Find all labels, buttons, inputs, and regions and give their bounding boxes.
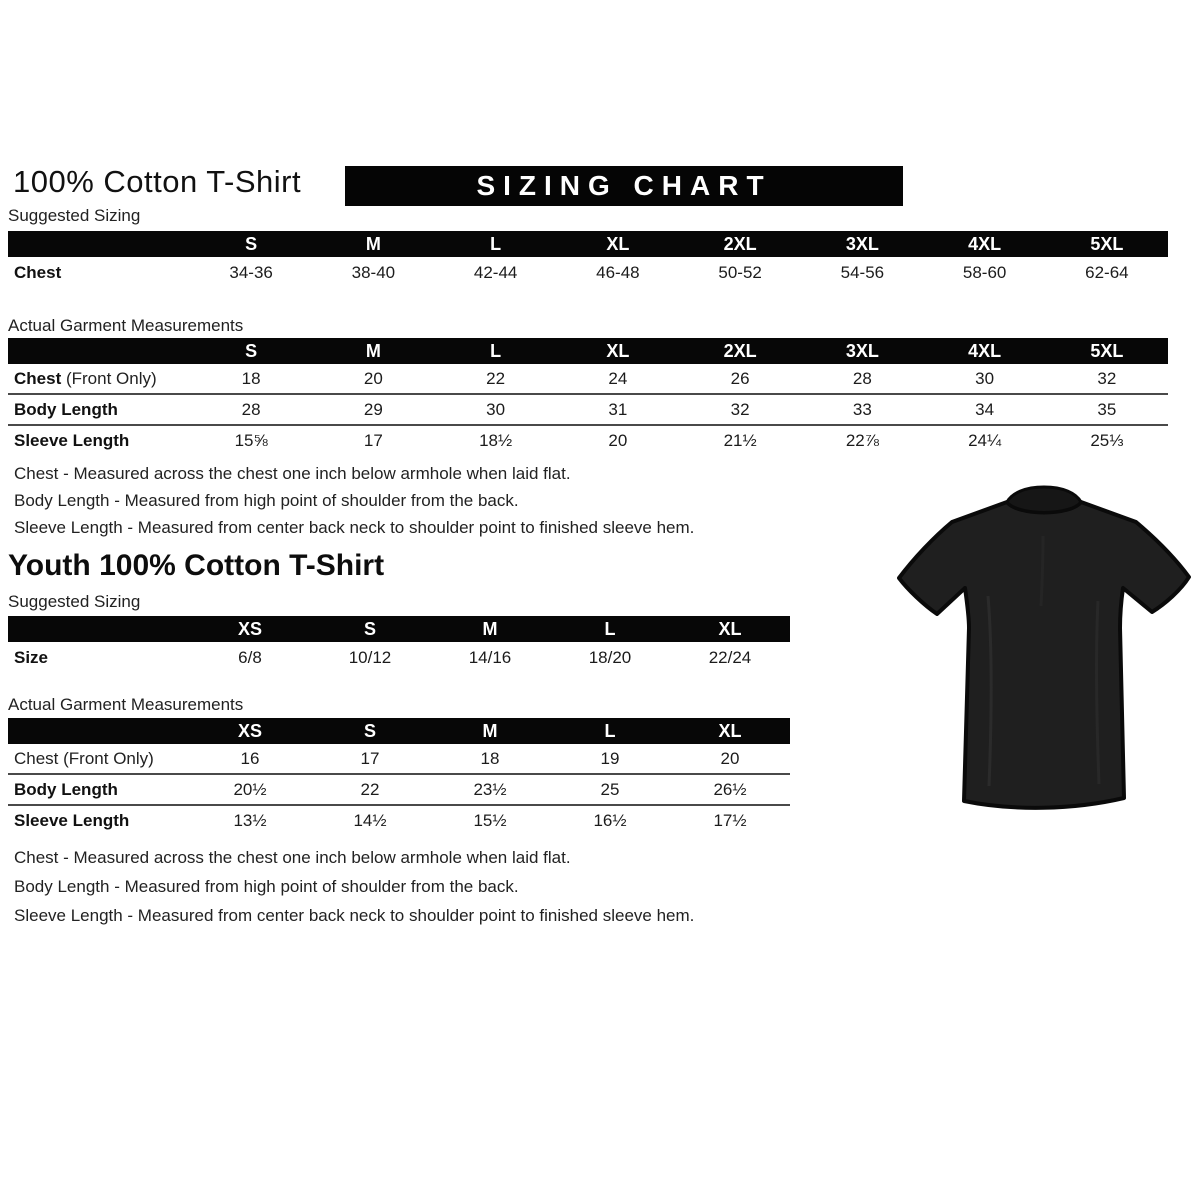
value-cell: 38-40	[351, 263, 396, 282]
value-cell: 17	[363, 430, 383, 450]
row-label: Chest (Front Only)	[14, 748, 154, 768]
row-label: Body Length	[14, 399, 118, 419]
value-cell: 25	[600, 779, 620, 799]
value-cell: 28	[852, 368, 872, 388]
value-cell: 20	[608, 430, 628, 450]
value-cell: 62-64	[1085, 263, 1129, 282]
row-label-main: Chest	[14, 368, 62, 388]
size-col-header: M	[365, 340, 381, 361]
size-col-header: XL	[606, 233, 630, 254]
size-col-header: XS	[237, 618, 262, 639]
size-col-header: XL	[606, 340, 630, 361]
value-cell: 58-60	[962, 263, 1007, 282]
youth-suggested-sizing-label: Suggested Sizing	[8, 592, 141, 611]
adult-suggested-sizing-label: Suggested Sizing	[8, 206, 141, 225]
value-cell: 22	[486, 368, 506, 388]
row-label	[8, 369, 190, 389]
size-col-header: 2XL	[723, 233, 757, 254]
value-cell: 26	[730, 368, 750, 388]
value-cell: 17½	[713, 810, 747, 830]
value-cell: 14/16	[468, 648, 512, 667]
size-col-header: M	[365, 233, 381, 254]
value-cell: 16	[240, 748, 260, 768]
size-col-header: L	[490, 340, 502, 361]
value-cell: 35	[1097, 399, 1117, 419]
value-cell: 50-52	[718, 263, 762, 282]
size-col-header: 3XL	[845, 340, 879, 361]
size-col-header: 2XL	[723, 340, 757, 361]
value-cell: 18½	[479, 430, 513, 450]
value-cell: 32	[730, 399, 750, 419]
value-cell: 19	[600, 748, 620, 768]
size-col-header: L	[604, 618, 616, 639]
value-cell: 30	[975, 368, 995, 388]
size-col-header: 4XL	[968, 340, 1002, 361]
tshirt-product-image	[893, 476, 1195, 820]
size-col-header: XS	[237, 720, 262, 741]
size-col-header: S	[363, 618, 376, 639]
value-cell: 54-56	[840, 263, 885, 282]
value-cell: 10/12	[348, 648, 392, 667]
value-cell: 24¼	[968, 430, 1002, 450]
note-line: Body Length - Measured from high point of shoulder from the back.	[14, 491, 519, 510]
value-cell: 13½	[233, 810, 267, 830]
adult-chest-row	[8, 257, 1168, 289]
adult-measurement-notes	[14, 460, 694, 541]
youth-body-length-row	[8, 775, 790, 806]
youth-sleeve-length-row	[8, 806, 790, 835]
adult-sleeve-length-row	[8, 426, 1168, 455]
size-col-header: 5XL	[1090, 340, 1124, 361]
value-cell: 26½	[713, 779, 747, 799]
value-cell: 22⅞	[845, 430, 879, 450]
value-cell: 29	[363, 399, 383, 419]
value-cell: 18	[241, 368, 261, 388]
row-label: Body Length	[14, 779, 118, 799]
value-cell: 24	[608, 368, 628, 388]
value-cell: 16½	[593, 810, 627, 830]
row-label-suffix: (Front Only)	[61, 368, 157, 388]
row-label: Sleeve Length	[14, 810, 130, 830]
value-cell: 20	[363, 368, 383, 388]
sizing-chart-banner	[345, 166, 903, 206]
sizing-chart-banner-label: SIZING CHART	[476, 170, 772, 201]
adult-actual-table	[8, 338, 1168, 455]
note-line: Sleeve Length - Measured from center back neck to shoulder point to finished sleeve hem.	[14, 518, 695, 537]
size-col-header: 4XL	[968, 233, 1002, 254]
size-col-header: M	[482, 618, 498, 639]
adult-body-length-row	[8, 395, 1168, 426]
adult-suggested-table	[8, 231, 1168, 289]
value-cell: 42-44	[473, 263, 518, 282]
youth-suggested-header-row	[8, 616, 790, 642]
youth-suggested-table	[8, 616, 790, 674]
youth-measurement-notes	[14, 843, 694, 930]
row-label: Chest	[14, 263, 62, 282]
value-cell: 22/24	[708, 648, 752, 667]
adult-suggested-header-row	[8, 231, 1168, 257]
value-cell: 30	[486, 399, 506, 419]
value-cell: 34-36	[229, 263, 273, 282]
row-label: Size	[14, 648, 49, 667]
size-col-header: L	[604, 720, 616, 741]
value-cell: 34	[975, 399, 995, 419]
size-col-header: S	[245, 233, 258, 254]
note-line: Chest - Measured across the chest one inch below armhole when laid flat.	[14, 848, 571, 867]
value-cell: 46-48	[596, 263, 640, 282]
youth-actual-measurements-label: Actual Garment Measurements	[8, 695, 244, 714]
youth-chest-front-row	[8, 744, 790, 775]
size-col-header: 3XL	[845, 233, 879, 254]
value-cell: 22	[360, 779, 380, 799]
page-title: 100% Cotton T-Shirt	[13, 164, 302, 199]
value-cell: 21½	[723, 430, 757, 450]
note-line: Sleeve Length - Measured from center back neck to shoulder point to finished sleeve hem.	[14, 906, 695, 925]
youth-actual-header-row	[8, 718, 790, 744]
value-cell: 6/8	[238, 648, 262, 667]
value-cell: 25⅓	[1090, 430, 1124, 450]
value-cell: 18	[480, 748, 500, 768]
youth-size-row	[8, 642, 790, 674]
size-col-header: L	[490, 233, 502, 254]
adult-actual-header-row	[8, 338, 1168, 364]
value-cell: 32	[1097, 368, 1117, 388]
row-label: Sleeve Length	[14, 430, 130, 450]
value-cell: 17	[360, 748, 380, 768]
value-cell: 33	[852, 399, 872, 419]
youth-section-title: Youth 100% Cotton T-Shirt	[8, 549, 385, 582]
size-col-header: S	[363, 720, 376, 741]
adult-actual-measurements-label: Actual Garment Measurements	[8, 316, 244, 335]
size-col-header: S	[245, 340, 258, 361]
note-line: Body Length - Measured from high point of shoulder from the back.	[14, 877, 519, 896]
adult-chest-front-row	[8, 364, 1168, 395]
youth-actual-table	[8, 718, 790, 835]
value-cell: 18/20	[588, 648, 632, 667]
size-col-header: XL	[718, 618, 742, 639]
value-cell: 28	[241, 399, 261, 419]
value-cell: 31	[608, 399, 628, 419]
value-cell: 15⅝	[234, 430, 268, 450]
value-cell: 20	[720, 748, 740, 768]
value-cell: 23½	[473, 779, 507, 799]
size-col-header: M	[482, 720, 498, 741]
size-col-header: XL	[718, 720, 742, 741]
value-cell: 14½	[353, 810, 387, 830]
value-cell: 20½	[233, 779, 267, 799]
value-cell: 15½	[473, 810, 507, 830]
size-col-header: 5XL	[1090, 233, 1124, 254]
note-line: Chest - Measured across the chest one inch below armhole when laid flat.	[14, 464, 571, 483]
